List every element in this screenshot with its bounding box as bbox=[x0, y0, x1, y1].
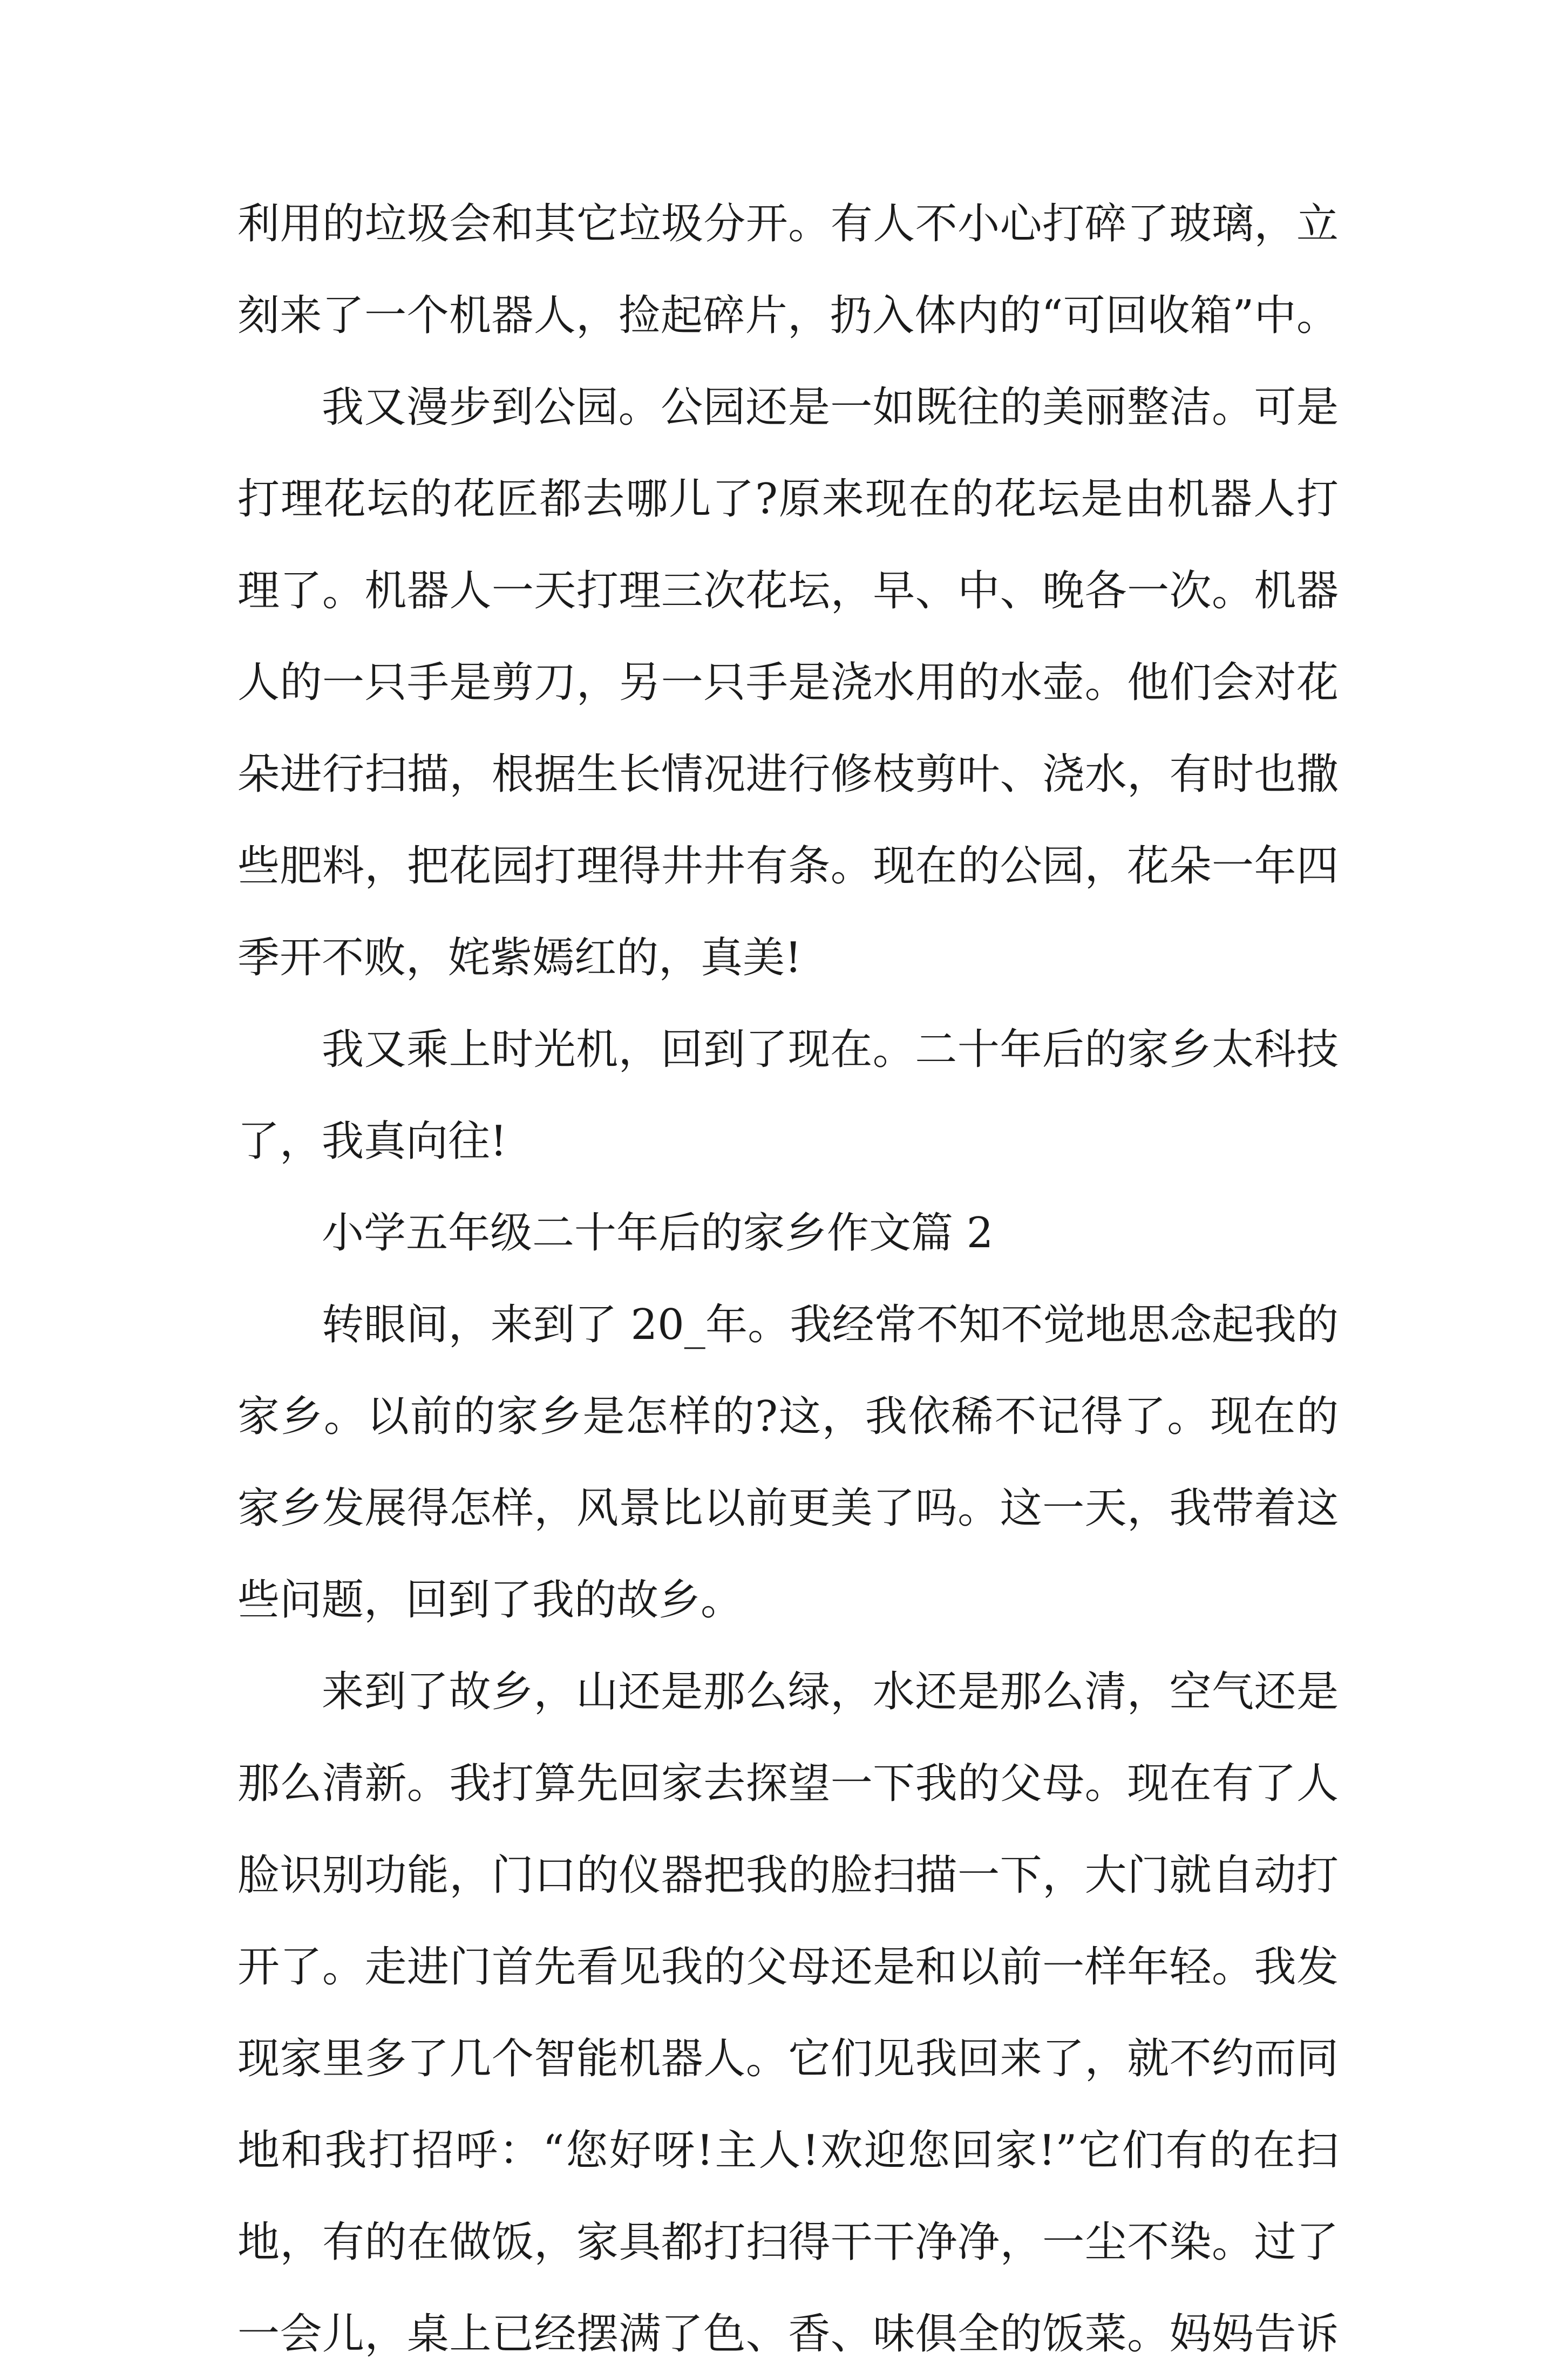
text-line: 我又漫步到公园。公园还是一如既往的美丽整洁。可是 bbox=[322, 383, 1339, 432]
text-line: 理了。机器人一天打理三次花坛，早、中、晚各一次。机器 bbox=[237, 567, 1339, 615]
text-line: 脸识别功能，门口的仪器把我的脸扫描一下，大门就自动打 bbox=[237, 1851, 1339, 1900]
text-line: 了，我真向往! bbox=[237, 1117, 507, 1166]
text-line: 季开不败，姹紫嫣红的，真美! bbox=[237, 934, 802, 982]
text-line: 小学五年级二十年后的家乡作文篇 2 bbox=[322, 1209, 994, 1257]
text-line: 现家里多了几个智能机器人。它们见我回来了，就不约而同 bbox=[237, 2035, 1339, 2083]
text-line: 地和我打招呼：“您好呀!主人!欢迎您回家!”它们有的在扫 bbox=[237, 2126, 1339, 2175]
text-line: 刻来了一个机器人，捡起碎片，扔入体内的“可回收箱”中。 bbox=[237, 291, 1339, 340]
text-line: 家乡发展得怎样，风景比以前更美了吗。这一天，我带着这 bbox=[237, 1484, 1339, 1533]
text-line: 些肥料，把花园打理得井井有条。现在的公园，花朵一年四 bbox=[237, 842, 1339, 890]
text-line: 打理花坛的花匠都去哪儿了?原来现在的花坛是由机器人打 bbox=[237, 475, 1339, 523]
text-line: 人的一只手是剪刀，另一只手是浇水用的水壶。他们会对花 bbox=[237, 658, 1339, 707]
text-line: 一会儿，桌上已经摆满了色、香、味俱全的饭菜。妈妈告诉 bbox=[237, 2310, 1339, 2358]
text-line: 地，有的在做饭，家具都打扫得干干净净，一尘不染。过了 bbox=[237, 2218, 1339, 2267]
text-line: 些问题，回到了我的故乡。 bbox=[237, 1576, 743, 1624]
text-line: 开了。走进门首先看见我的父母还是和以前一样年轻。我发 bbox=[237, 1943, 1339, 1991]
text-line: 家乡。以前的家乡是怎样的?这，我依稀不记得了。现在的 bbox=[237, 1392, 1339, 1441]
body-text bbox=[237, 178, 1339, 2380]
text-line: 转眼间，来到了 20_年。我经常不知不觉地思念起我的 bbox=[322, 1301, 1339, 1349]
text-line: 那么清新。我打算先回家去探望一下我的父母。现在有了人 bbox=[237, 1759, 1339, 1808]
text-line: 我又乘上时光机，回到了现在。二十年后的家乡太科技 bbox=[322, 1025, 1339, 1074]
text-line: 利用的垃圾会和其它垃圾分开。有人不小心打碎了玻璃，立 bbox=[237, 200, 1339, 248]
text-line: 朵进行扫描，根据生长情况进行修枝剪叶、浇水，有时也撒 bbox=[237, 750, 1339, 799]
text-line: 来到了故乡，山还是那么绿，水还是那么清，空气还是 bbox=[322, 1668, 1339, 1716]
